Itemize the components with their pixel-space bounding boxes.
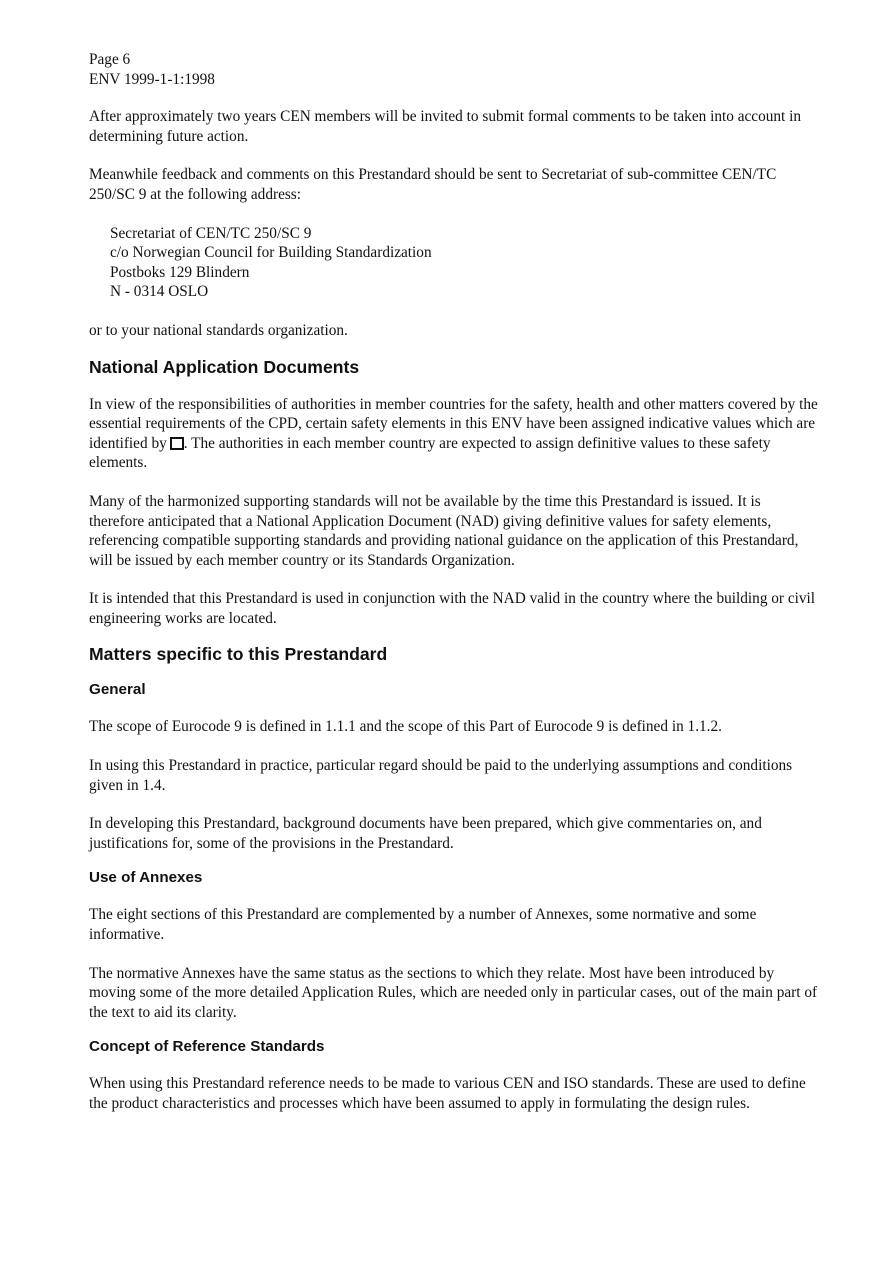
paragraph-general-1: The scope of Eurocode 9 is defined in 1.1.1 and the scope of this Part of Eurocode 9 is defined in 1.1.2. [89,718,722,736]
paragraph-comments: After approximately two years CEN members will be invited to submit formal comments to be taken into account in determining future action. [89,108,801,145]
safety-element-box-icon [170,437,184,450]
section-heading-nad: National Application Documents [89,356,360,377]
standard-code: ENV 1999-1-1:1998 [89,70,215,88]
paragraph-reference-1: When using this Prestandard reference needs to be made to various CEN and ISO standards. These are used to define the product characteristics and processes which have been assumed to apply in formulating the design rules. [89,1075,806,1112]
paragraph-nad-1 [89,395,819,473]
subheading-annexes: Use of Annexes [89,869,203,887]
paragraph-nad-3: It is intended that this Prestandard is used in conjunction with the NAD valid in the country where the building or civil engineering works are located. [89,590,816,627]
subheading-reference-standards: Concept of Reference Standards [89,1038,325,1056]
subheading-general: General [89,681,146,699]
document-page [89,50,819,1114]
address-line: Secretariat of CEN/TC 250/SC 9 [110,224,312,242]
paragraph-nad-2: Many of the harmonized supporting standards will not be available by the time this Prestandard is issued. It is therefore anticipated that a National Application Document (NAD) giving definitive values for safety elements, referencing compatible supporting standards and providing national guidance on the application of this Prestandard, will be issued by each member country or its Standards Organization. [89,492,799,569]
paragraph-general-3: In developing this Prestandard, background documents have been prepared, which give commentaries on, and justifications for, some of the provisions in the Prestandard. [89,815,762,852]
paragraph-annexes-1: The eight sections of this Prestandard are complemented by a number of Annexes, some normative and some informative. [89,906,757,944]
address-line: c/o Norwegian Council for Building Standardization [110,244,432,262]
paragraph-general-2: In using this Prestandard in practice, particular regard should be paid to the underlying assumptions and conditions given in 1.4. [89,757,793,794]
page-number: Page 6 [89,51,131,68]
paragraph-national-org: or to your national standards organization. [89,321,348,339]
section-heading-matters: Matters specific to this Prestandard [89,644,388,665]
nad-text-before: In view of the responsibilities of authorities in member countries for the safety, health and other matters covered by the essential requirements of the CPD, certain safety elements in this ENV have been assigned indicative values which are identified by [89,395,818,452]
address-line: N - 0314 OSLO [110,283,209,301]
paragraph-feedback: Meanwhile feedback and comments on this Prestandard should be sent to Secretariat of sub-committee CEN/TC 250/SC 9 at the following address: [89,166,777,203]
nad-text-after: . The authorities in each member country are expected to assign definitive values to these safety elements. [89,434,771,472]
address-block [89,224,819,302]
address-line: Postboks 129 Blindern [110,263,250,281]
paragraph-annexes-2: The normative Annexes have the same status as the sections to which they relate. Most have been introduced by moving some of the more detailed Application Rules, which are needed only in particular cases, out of the main part of the text to aid its clarity. [89,964,818,1021]
